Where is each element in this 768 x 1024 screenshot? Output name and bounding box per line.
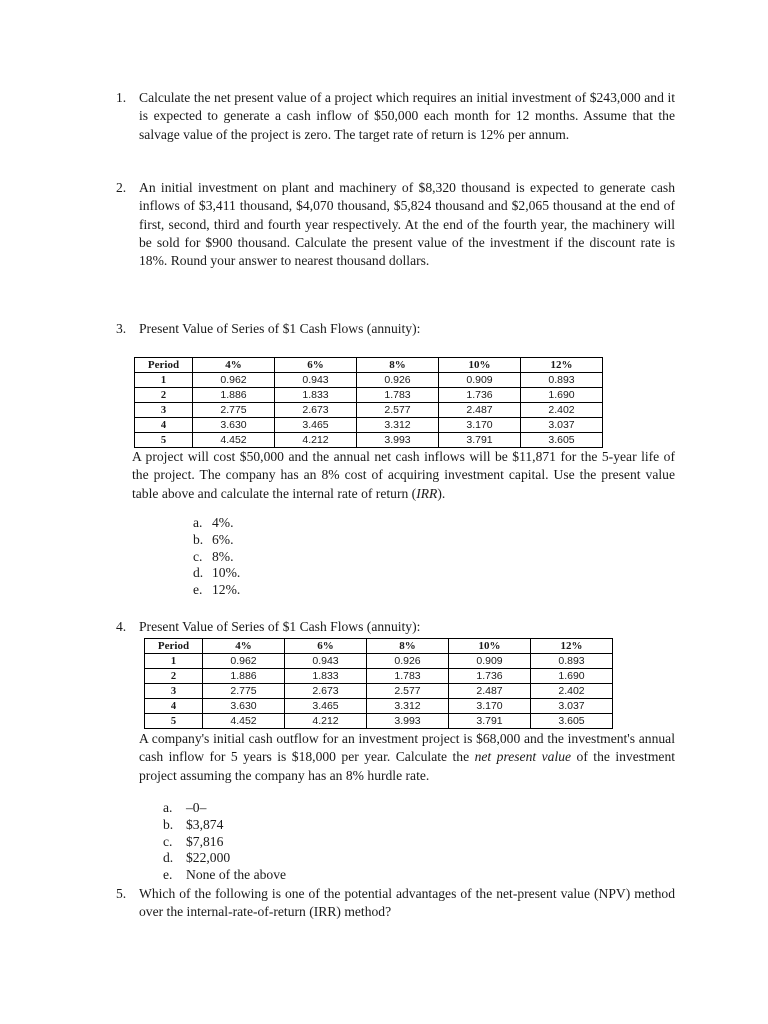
table-row (145, 699, 613, 714)
option-letter: b. (163, 816, 174, 832)
table-cell: 4.452 (193, 433, 275, 448)
table-cell: 1.736 (439, 388, 521, 403)
option-d[interactable] (193, 565, 240, 582)
table-row (135, 388, 603, 403)
table-header-row (135, 358, 603, 373)
question-2-text: An initial investment on plant and machinery of $8,320 thousand is expected to generate cash inflows of $3,411 thousand, $4,070 thousand, $5,824 thousand and $2,065 thousand at the end of first, second, third and fourth year respectively. At the end of the fourth year, the machinery will be sold for $900 thousand. Calculate the present value of the investment if the discount rate is 18%. Round your answer to nearest thousand dollars. (139, 180, 675, 269)
table-header-8pct: 8% (357, 358, 439, 373)
table-cell: 0.893 (531, 654, 613, 669)
table-row (145, 684, 613, 699)
table-cell: 3.312 (367, 699, 449, 714)
option-text: $22,000 (186, 850, 231, 866)
table-cell: 5 (135, 433, 193, 448)
table-cell: 2.487 (439, 403, 521, 418)
table-cell: 3.630 (193, 418, 275, 433)
table-cell: 0.962 (193, 373, 275, 388)
option-letter: b. (193, 531, 204, 547)
question-4-text-b: of the investment project assuming the company has an 8% hurdle rate. (139, 749, 676, 783)
question-5 (116, 885, 675, 922)
option-text: 12%. (212, 582, 241, 598)
table-cell: 2.673 (275, 403, 357, 418)
question-1-number: 1. (116, 90, 127, 105)
option-text: 6%. (212, 531, 234, 547)
option-text: $3,874 (186, 816, 224, 832)
table-header-12pct: 12% (531, 639, 613, 654)
table-cell: 3.791 (449, 714, 531, 729)
table-row (145, 669, 613, 684)
option-text: 4%. (212, 515, 234, 530)
option-e[interactable] (193, 582, 240, 599)
table-header-period: Period (145, 639, 203, 654)
table-cell: 3.312 (357, 418, 439, 433)
question-3-heading-row (116, 320, 675, 338)
table-cell: 1.783 (367, 669, 449, 684)
option-c[interactable] (193, 549, 240, 566)
table-cell: 1.783 (357, 388, 439, 403)
annuity-table-q4 (144, 638, 613, 729)
option-letter: a. (193, 515, 203, 530)
table-cell: 1.833 (285, 669, 367, 684)
table-cell: 3.791 (439, 433, 521, 448)
table-cell: 0.962 (203, 654, 285, 669)
option-letter: e. (163, 867, 173, 883)
option-b[interactable] (163, 817, 286, 834)
question-3-options (193, 515, 240, 599)
table-cell: 0.943 (275, 373, 357, 388)
table-cell: 2.673 (285, 684, 367, 699)
question-2-number: 2. (116, 180, 127, 195)
table-header-8pct: 8% (367, 639, 449, 654)
table-header-row (145, 639, 613, 654)
table-cell: 0.909 (449, 654, 531, 669)
option-letter: c. (163, 833, 173, 849)
table-cell: 2.402 (521, 403, 603, 418)
table-cell: 1.690 (521, 388, 603, 403)
table-cell: 2.775 (203, 684, 285, 699)
question-4-text-em: net present value (474, 749, 572, 765)
option-text: None of the above (186, 867, 287, 883)
table-cell: 4 (135, 418, 193, 433)
table-cell: 0.909 (439, 373, 521, 388)
table-cell: 2.577 (357, 403, 439, 418)
table-cell: 0.926 (367, 654, 449, 669)
table-cell: 1 (145, 654, 203, 669)
question-4-number: 4. (116, 619, 127, 634)
option-letter: e. (193, 582, 203, 598)
question-3-text-a: A project will cost $50,000 and the annual net cash inflows will be $11,871 for the 5-year life of the project. The company has an 8% cost of acquiring investment capital. Use the present value table above and calculate the internal rate of return ( (132, 449, 675, 501)
question-3-text-b: ). (437, 485, 446, 501)
table-header-6pct: 6% (275, 358, 357, 373)
table-cell: 2 (135, 388, 193, 403)
table-cell: 3.037 (521, 418, 603, 433)
option-letter: a. (163, 800, 173, 815)
table-cell: 3.170 (449, 699, 531, 714)
table-cell: 0.926 (357, 373, 439, 388)
table-header-6pct: 6% (285, 639, 367, 654)
table-cell: 1.833 (275, 388, 357, 403)
question-1 (116, 89, 675, 144)
table-row (135, 403, 603, 418)
table-cell: 3 (145, 684, 203, 699)
table-cell: 2.402 (531, 684, 613, 699)
table-cell: 4.452 (203, 714, 285, 729)
table-header-period: Period (135, 358, 193, 373)
option-letter: d. (193, 565, 204, 581)
table-cell: 2.487 (449, 684, 531, 699)
table-cell: 4.212 (285, 714, 367, 729)
table-cell: 3.037 (531, 699, 613, 714)
table-cell: 1 (135, 373, 193, 388)
table-cell: 2 (145, 669, 203, 684)
table-cell: 3.170 (439, 418, 521, 433)
option-text: 10%. (212, 565, 241, 581)
table-cell: 0.893 (521, 373, 603, 388)
question-3-heading: Present Value of Series of $1 Cash Flows (annuity): (139, 321, 421, 336)
question-3-text (132, 448, 675, 503)
option-text: $7,816 (186, 833, 224, 849)
question-4-heading-row (116, 618, 675, 636)
table-cell: 2.577 (367, 684, 449, 699)
option-letter: d. (163, 850, 174, 866)
question-5-text: Which of the following is one of the potential advantages of the net-present value (NPV) method over the internal-rate-of-return (IRR) method? (139, 886, 675, 920)
annuity-table-q3 (134, 357, 603, 448)
question-1-text: Calculate the net present value of a project which requires an initial investment of $243,000 and it is expected to generate a cash inflow of $50,000 each month for 12 months. Assume that the salvage value of the project is zero. The target rate of return is 12% per annum. (139, 90, 675, 142)
question-4-heading: Present Value of Series of $1 Cash Flows (annuity): (139, 619, 421, 634)
option-e[interactable] (163, 867, 286, 884)
table-cell: 1.886 (203, 669, 285, 684)
option-text: 8%. (212, 548, 234, 564)
table-cell: 0.943 (285, 654, 367, 669)
option-b[interactable] (193, 532, 240, 549)
table-row (145, 654, 613, 669)
table-cell: 1.886 (193, 388, 275, 403)
table-cell: 4 (145, 699, 203, 714)
table-cell: 5 (145, 714, 203, 729)
table-cell: 2.775 (193, 403, 275, 418)
option-a[interactable] (193, 515, 240, 532)
table-cell: 1.736 (449, 669, 531, 684)
table-cell: 4.212 (275, 433, 357, 448)
question-3-text-em: IRR (416, 485, 438, 501)
question-2 (116, 179, 675, 270)
table-header-4pct: 4% (203, 639, 285, 654)
option-a[interactable] (163, 800, 286, 817)
option-c[interactable] (163, 834, 286, 851)
table-cell: 3.630 (203, 699, 285, 714)
table-header-10pct: 10% (439, 358, 521, 373)
table-cell: 1.690 (531, 669, 613, 684)
table-header-10pct: 10% (449, 639, 531, 654)
table-cell: 3.993 (357, 433, 439, 448)
question-4-options (163, 800, 286, 884)
question-4-text-a: A company's initial cash outflow for an investment project is $68,000 and the investment's annual cash inflow for 5 years is $18,000 per year. Calculate the (139, 731, 675, 765)
table-row (135, 433, 603, 448)
table-row (135, 373, 603, 388)
table-cell: 3 (135, 403, 193, 418)
option-letter: c. (193, 548, 203, 564)
table-row (145, 714, 613, 729)
question-5-number: 5. (116, 886, 127, 901)
table-header-12pct: 12% (521, 358, 603, 373)
option-d[interactable] (163, 850, 286, 867)
table-header-4pct: 4% (193, 358, 275, 373)
table-cell: 3.465 (275, 418, 357, 433)
table-cell: 3.605 (521, 433, 603, 448)
table-cell: 3.993 (367, 714, 449, 729)
table-cell: 3.465 (285, 699, 367, 714)
table-row (135, 418, 603, 433)
option-text: –0– (186, 800, 207, 815)
table-cell: 3.605 (531, 714, 613, 729)
question-3-number: 3. (116, 321, 127, 336)
question-4-text (139, 730, 675, 785)
